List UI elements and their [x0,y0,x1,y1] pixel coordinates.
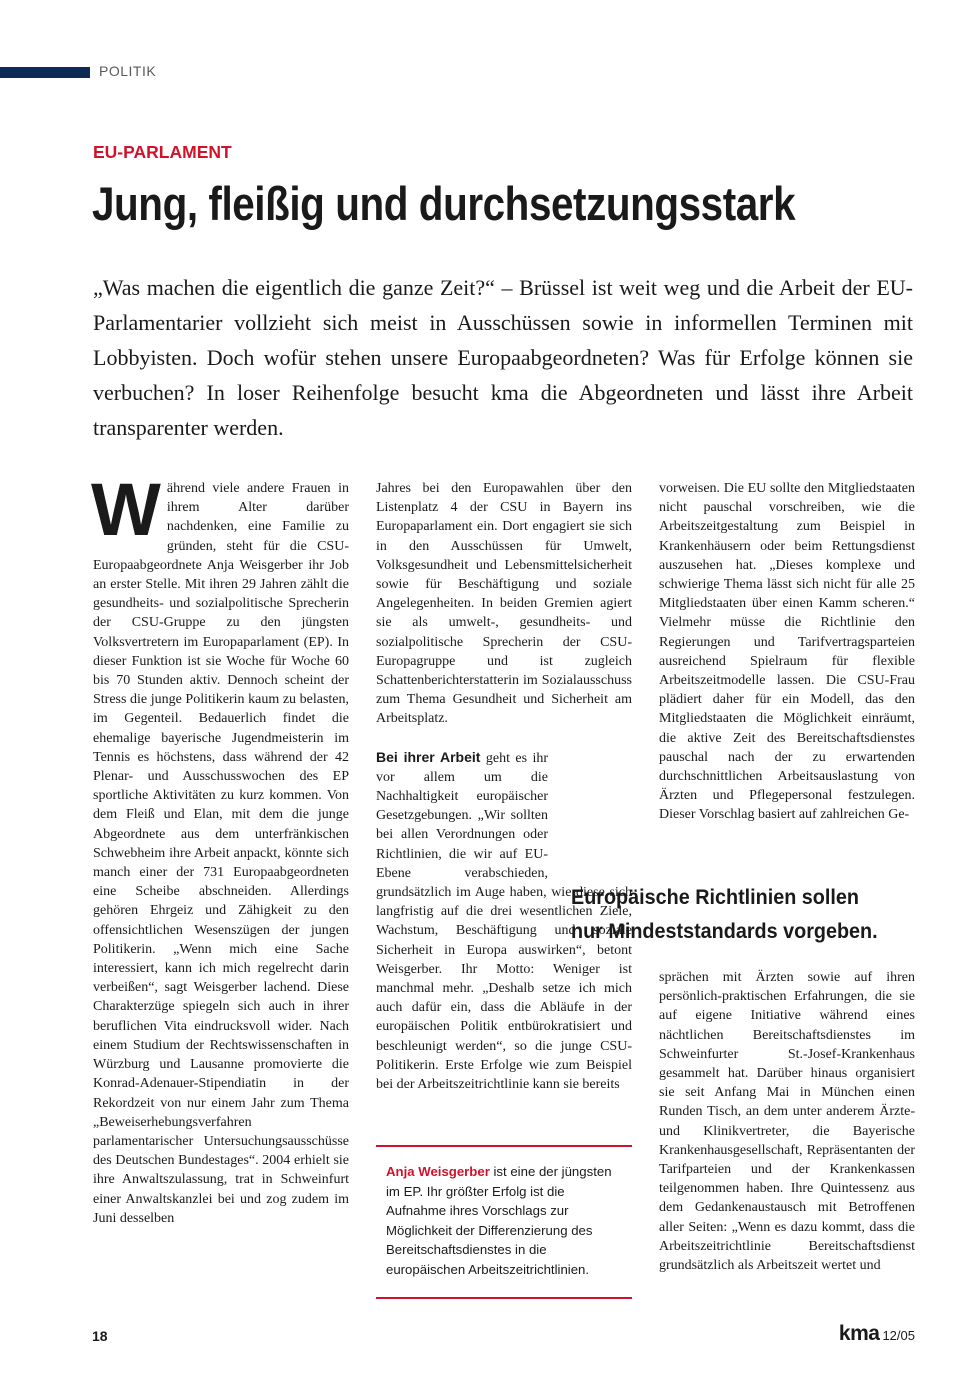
pull-quote: Europäische Richtlinien sollen nur Mindeststandards vorgeben. [571,885,878,943]
article-intro: „Was machen die eigentlich die ganze Zeit?“ – Brüssel ist weit weg und die Arbeit der EU-Parlamentarier vollzieht sich meist in Ausschüssen sowie in informellen Terminen mit Lobbyisten. Doch wofür stehen unsere Europaabgeordneten? Was für Erfolge können sie verbuchen? In loser Reihenfolge besucht kma die Abgeordneten und lässt ihre Arbeit transparenter werden. [93,275,913,440]
article-kicker: EU-PARLAMENT [93,142,232,162]
caption-rule-bottom [376,1297,632,1299]
drop-cap: W [91,468,161,551]
caption-name: Anja Weisgerber [386,1164,490,1179]
column-2-paragraph-1: Jahres bei den Europawahlen über den Listenplatz 4 der CSU in Bayern ins Europaparlament ein. Dort engagiert sie sich in den Ausschüssen für Umwelt, Volksgesundheit und Lebensmittelsicherheit sowie für Beschäftigung und soziale Angelegenheiten. In beiden Gremien agiert sie als umwelt-, gesundheits- und sozialpolitische Sprecherin der CSU-Europagruppe und ist zugleich Schattenberichterstatterin im Sozialausschuss zum Thema Gesundheit und Sicherheit am Arbeitsplatz. [376,481,632,727]
brand-logo: kma [838,1322,880,1345]
column-2 [376,479,632,1094]
footer-brand [839,1322,915,1346]
section-label: POLITIK [99,63,157,79]
column-3-lower [659,968,915,1275]
column-3-upper [659,479,915,825]
pullquote-spacer [548,748,632,874]
page-number: 18 [92,1328,108,1344]
column-3-lower-text: sprächen mit Ärzten sowie auf ihren persönlich-praktischen Erfahrungen, die sie auf eigene Initiative während eines nächtlichen Bereitschaftsdienstes im Schweinfurter St.-Josef-Krankenhaus gesammelt hat. Darüber hinaus organisiert sie seit Anfang Mai in München einen Runden Tisch, an dem unter anderem Ärzte- und Klinikvertreter, die Bayerische Krankenhausgesellschaft, Repräsentanten der Tarifparteien und der Krankenkassen teilgenommen haben. Ihre Quintessenz aus dem Gedankenaustausch mit Betroffenen aller Seiten: „Wenn es dazu kommt, dass die Arbeitszeitrichtlinie Bereitschaftsdienst grundsätzlich als Arbeitszeit wertet und [659,970,915,1274]
column-1-body: ährend viele andere Frauen in ihrem Alter darüber nachdenken, eine Familie zu gründen, steht für die CSU-Europaabgeordnete Anja Weisgerber ihr Job an erster Stelle. Mit ihren 29 Jahren zählt die gesundheits- und sozialpolitische Sprecherin der CSU-Gruppe zu den jüngsten Volksvertretern im Europaparlament (EP). In dieser Funktion ist sie Woche für Woche 60 bis 70 Stunden aktiv. Dennoch scheint der Stress die junge Politikerin kaum zu belasten, im Gegenteil. Bedauerlich findet die ehemalige bayerische Jugendmeisterin im Tennis es höchstens, dass während der 42 Plenar- und Ausschusswochen des EP sportliche Aktivitäten zu kurz kommen. Von dem Fleiß und Elan, mit dem die junge Abgeordnete aus dem unterfränkischen Schwebheim ihre Arbeit anpackt, könnte sich manch einer der 731 Europaabgeordneten eine Scheibe abschneiden. Allerdings gehören Ehrgeiz und Zähigkeit zu den offensichtlichen Wesenszügen der jungen Politikerin. „Wenn mich eine Sache interessiert, kann ich mich regelrecht darin verbeißen“, sagt Weisgerber lachend. Diese Charakterzüge spiegeln sich auch in ihrer beruflichen Vita eindrucksvoll wider. Nach einem Studium der Rechtswissenschaften in Würzburg und Lausanne promovierte die Konrad-Adenauer-Stipendiatin in der Rekordzeit von nur einem Jahr zum Thema „Beweiserhebungsverfahren parlamentarischer Untersuchungsausschüsse des Deutschen Bundestages“. 2004 erhielt sie ihre Anwaltszulassung, trat in Schweinfurt einer Anwaltskanzlei bei und zog zudem im Juni desselben [93,481,349,1226]
photo-caption [386,1162,626,1279]
column-1 [91,468,349,1228]
column-2-paragraph-2-body: geht es ihr vor allem um die Nachhaltigkeit europäischer Gesetzgebungen. „Wir sollten bei allen Verordnungen oder Richtlinien, die wir auf EU-Ebene verabschieden, grundsätzlich im Auge haben, wie diese sich langfristig auf die drei wesentlichen Ziele, Wachstum, Beschäftigung und soziale Sicherheit in Europa auswirken“, betont Weisgerber. Ihr Motto: Weniger ist manchmal mehr. „Deshalb setze ich mich auch dafür ein, dass die Abläufe in der europäischen Politik entbürokratisiert und beschleunigt werden“, so die junge CSU-Politikerin. Erste Erfolge wie zum Beispiel bei der Arbeitszeitrichtlinie kann sie bereits [376,750,632,1093]
article-headline: Jung, fleißig und durchsetzungsstark [92,177,796,230]
column-1-text [91,468,349,1228]
caption-text: ist eine der jüngsten im EP. Ihr größter Erfolg ist die Aufnahme ihres Vorschlags zur Möglichkeit der Differenzierung des Bereitschaftsdienstes in die europäischen Arbeitszeitrichtlinien. [386,1164,612,1277]
section-bar [0,67,90,78]
issue-number: 12/05 [882,1328,915,1343]
column-3-upper-text: vorweisen. Die EU sollte den Mitgliedstaaten nicht pauschal vorschreiben, wie die Arbeitszeitgestaltung zum Beispiel in Krankenhäusern oder beim Rettungsdienst auszusehen hat. „Dieses komplexe und schwierige Thema lässt sich nicht für alle 25 Mitgliedstaaten über einen Kamm scheren.“ Vielmehr müsse die Richtlinie den Regierungen und Tarifvertragsparteien ausreichend Spielraum für flexible Arbeitszeitmodelle lassen. Die CSU-Frau plädiert daher für ein Modell, das den Mitgliedstaaten die Möglichkeit einräumt, die aktive Zeit des Bereitschaftsdienstes pauschal nach der zu erwartenden durchschnittlichen Arbeitsauslastung von Ärzten und Pflegepersonal festzulegen. Dieser Vorschlag basiert auf zahlreichen Ge- [659,481,915,823]
paragraph-lead-in: Bei ihrer Arbeit [376,748,481,765]
caption-rule-top [376,1145,632,1147]
